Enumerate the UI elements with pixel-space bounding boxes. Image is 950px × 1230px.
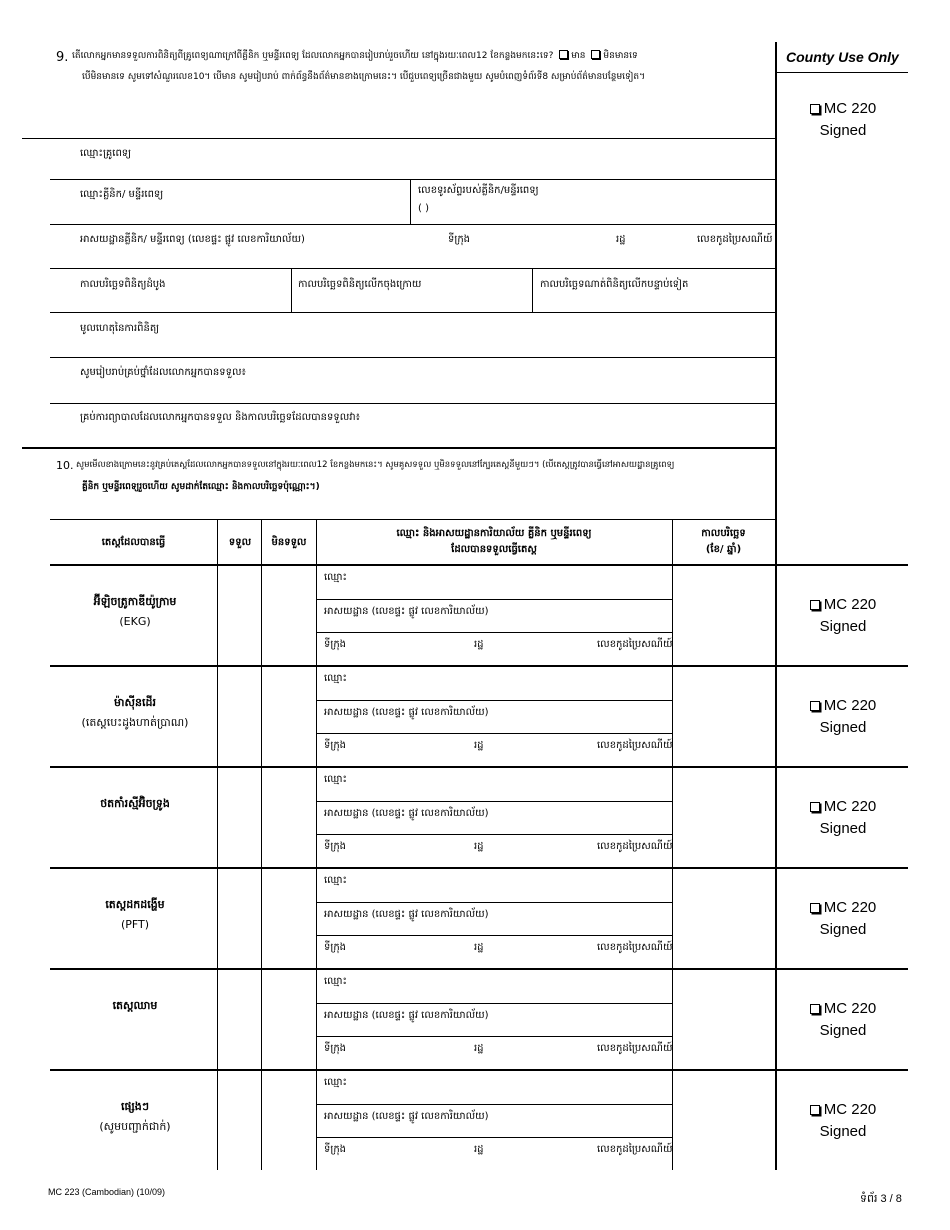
mc220-signed-label: Signed	[819, 820, 867, 837]
q9-line1: តើលោកអ្នកមានទទួលការពិនិត្យពីគ្រូពេទ្យណាក្រៅពីគ្លីនិក ឬមន្ទីរពេទ្យ ដែលលោកអ្នកបានរៀបរាប់រួចហើយ នៅក្នុងរយៈពេល12 ខែកន្លងមកនេះទេ?	[72, 51, 554, 61]
q9-yes-label: មាន	[571, 51, 586, 61]
clinic-city-label: ទីក្រុង	[448, 234, 471, 245]
name-rule	[316, 801, 672, 802]
test-facility-city-label: ទីក្រុង	[324, 639, 347, 650]
form-id: MC 223 (Cambodian) (10/09)	[48, 1187, 166, 1197]
county-header-rule	[776, 72, 908, 73]
test-facility-zip-label: លេខកូដប្រៃសណីយ៍	[597, 841, 673, 852]
q9-question	[72, 50, 638, 63]
test-name: តេស្តឈាម	[112, 999, 158, 1012]
test-facility-name-label: ឈ្មោះ	[324, 976, 347, 987]
test-name: តេស្តដកដង្ហើម	[105, 898, 165, 911]
q9-bottom-rule	[22, 447, 777, 449]
test-name: ផ្សេងៗ	[121, 1100, 149, 1113]
header-test: តេស្តដែលបានធ្វើ	[101, 537, 166, 548]
header-date-1: កាលបរិច្ឆេទ	[701, 528, 746, 539]
test-facility-zip-label: លេខកូដប្រៃសណីយ៍	[597, 1144, 673, 1155]
q9-rule-5	[50, 312, 775, 313]
test-facility-state-label: រដ្ឋ	[474, 1144, 484, 1155]
q9-rule-4	[50, 268, 775, 269]
mc220-label: MC 220	[823, 596, 877, 613]
test-facility-name-label: ឈ្មោះ	[324, 774, 347, 785]
received-cell[interactable]	[218, 565, 261, 664]
test-name: អ៊ីឡិចត្រូកាឌីយ៉ូក្រាម	[93, 595, 177, 608]
test-facility-state-label: រដ្ឋ	[474, 740, 484, 751]
mc220-checkbox[interactable]	[810, 600, 820, 610]
name-rule	[316, 599, 672, 600]
q9-vrule-visit-2	[532, 268, 533, 312]
test-facility-address-label: អាសយដ្ឋាន (លេខផ្ទះ ផ្លូវ លេខការិយាល័យ)	[324, 606, 489, 617]
test-sub: (PFT)	[120, 918, 150, 931]
row-divider	[50, 1069, 908, 1071]
name-rule	[316, 1104, 672, 1105]
q9-mc220-signed-label: Signed	[819, 122, 867, 139]
q10-line2: គ្លីនិក ឬមន្ទីរពេទ្យរួចហើយ សូមដាក់តែឈ្មោះ និងកាលបរិច្ឆេទប៉ុណ្ណោះ។)	[82, 482, 320, 492]
mc220-signed-label: Signed	[819, 618, 867, 635]
test-facility-city-label: ទីក្រុង	[324, 1043, 347, 1054]
mc220-label: MC 220	[823, 798, 877, 815]
mc220-checkbox[interactable]	[810, 802, 820, 812]
clinic-phone-label: លេខទូរស័ព្ទរបស់គ្លីនិក/មន្ទីរពេទ្យ	[418, 185, 539, 196]
doctor-name-label: ឈ្មោះគ្រូពេទ្យ	[80, 148, 132, 159]
test-facility-address-label: អាសយដ្ឋាន (លេខផ្ទះ ផ្លូវ លេខការិយាល័យ)	[324, 909, 489, 920]
clinic-name-label: ឈ្មោះគ្លីនិក/ មន្ទីរពេទ្យ	[80, 189, 164, 200]
received-cell[interactable]	[218, 666, 261, 765]
page-number: ទំព័រ 3 / 8	[860, 1193, 902, 1205]
mc220-label: MC 220	[823, 1000, 877, 1017]
test-facility-name-label: ឈ្មោះ	[324, 1077, 347, 1088]
address-rule	[316, 632, 672, 633]
row-divider	[50, 968, 908, 970]
row-divider	[50, 665, 908, 667]
test-name: ម៉ាស៊ីនដើរ	[114, 696, 156, 709]
address-rule	[316, 1036, 672, 1037]
treatments-all-label: គ្រប់ការព្យាបាលដែលលោកអ្នកបានទទួល និងកាលបរិច្ឆេទដែលបានទទួលវា៖	[80, 412, 360, 423]
q10-number: 10.	[56, 459, 74, 472]
mc220-label: MC 220	[823, 697, 877, 714]
address-rule	[316, 1137, 672, 1138]
q9-no-checkbox[interactable]	[591, 50, 600, 59]
q9-rule-3	[50, 224, 775, 225]
clinic-address-label: អាសយដ្ឋានគ្លីនិក/ មន្ទីរពេទ្យ (លេខផ្ទះ ផ្លូវ លេខការិយាល័យ)	[80, 234, 305, 245]
header-not-received: មិនទទួល	[271, 537, 307, 548]
test-facility-name-label: ឈ្មោះ	[324, 875, 347, 886]
test-facility-zip-label: លេខកូដប្រៃសណីយ៍	[597, 1043, 673, 1054]
not-received-cell[interactable]	[262, 767, 316, 866]
test-facility-state-label: រដ្ឋ	[474, 1043, 484, 1054]
q9-rule-6	[50, 357, 775, 358]
test-facility-address-label: អាសយដ្ឋាន (លេខផ្ទះ ផ្លូវ លេខការិយាល័យ)	[324, 808, 489, 819]
test-date-cell[interactable]	[673, 666, 775, 765]
q9-no-label: មិនមានទេ	[603, 51, 638, 61]
q9-mc220-label: MC 220	[823, 100, 877, 117]
mc220-signed	[778, 998, 908, 1042]
test-date-cell[interactable]	[673, 868, 775, 967]
test-facility-state-label: រដ្ឋ	[474, 841, 484, 852]
mc220-signed	[778, 695, 908, 739]
test-facility-address-label: អាសយដ្ឋាន (លេខផ្ទះ ផ្លូវ លេខការិយាល័យ)	[324, 707, 489, 718]
mc220-signed	[778, 897, 908, 941]
header-name-addr-2: ដែលបានទទួលធ្វើតេស្ត	[451, 544, 537, 555]
test-date-cell[interactable]	[673, 1070, 775, 1169]
address-rule	[316, 834, 672, 835]
received-cell[interactable]	[218, 1070, 261, 1169]
test-sub: (តេស្តបេះដូងហាត់ប្រាណ)	[81, 716, 189, 729]
clinic-phone-paren: ( )	[418, 203, 429, 214]
q9-mc220-signed	[778, 98, 908, 142]
mc220-signed	[778, 594, 908, 638]
test-facility-city-label: ទីក្រុង	[324, 841, 347, 852]
received-cell[interactable]	[218, 969, 261, 1068]
mc220-signed-label: Signed	[819, 1123, 867, 1140]
mc220-signed-label: Signed	[819, 719, 867, 736]
q9-number: 9.	[56, 50, 69, 65]
test-facility-state-label: រដ្ឋ	[474, 639, 484, 650]
col-rule-3	[316, 519, 317, 1170]
test-facility-city-label: ទីក្រុង	[324, 1144, 347, 1155]
q10-line1: សូមមើលខាងក្រោមនេះនូវគ្រប់តេស្តដែលលោកអ្នកបានទទួលនៅក្នុងរយៈពេល12 ខែកន្លងមកនេះ។ សូមគូសទទួល ឬមិនទទួលនៅក្បែរតេស្តនីមួយៗ។ (បើតេស្តត្រូវបានធ្វើនៅអាសយដ្ឋានគ្រូពេទ្យ	[76, 460, 675, 470]
test-date-cell[interactable]	[673, 969, 775, 1068]
q9-rule-7	[50, 403, 775, 404]
q9-rule-1	[22, 138, 775, 139]
not-received-cell[interactable]	[262, 565, 316, 664]
test-sub: (EKG)	[119, 615, 151, 628]
test-date-cell[interactable]	[673, 767, 775, 866]
test-facility-name-label: ឈ្មោះ	[324, 572, 347, 583]
mc220-label: MC 220	[823, 1101, 877, 1118]
not-received-cell[interactable]	[262, 666, 316, 765]
q9-yes-checkbox[interactable]	[559, 50, 568, 59]
not-received-cell[interactable]	[262, 1070, 316, 1169]
q9-mc220-checkbox[interactable]	[810, 104, 820, 114]
mc220-signed	[778, 796, 908, 840]
treatments-label: សូមរៀបរាប់គ្រប់ថ្នាំដែលលោកអ្នកបានទទួល៖	[80, 367, 246, 378]
test-facility-address-label: អាសយដ្ឋាន (លេខផ្ទះ ផ្លូវ លេខការិយាល័យ)	[324, 1111, 489, 1122]
table-top-rule	[50, 519, 775, 520]
address-rule	[316, 733, 672, 734]
test-name: ថតកាំរស្មីអ៊ិចទ្រូង	[100, 797, 170, 810]
header-received: ទទួល	[228, 537, 252, 548]
not-received-cell[interactable]	[262, 969, 316, 1068]
clinic-zip-label: លេខកូដប្រៃសណីយ៍	[697, 234, 773, 245]
name-rule	[316, 902, 672, 903]
mc220-signed	[778, 1099, 908, 1143]
test-sub: (សូមបញ្ជាក់ជាក់)	[99, 1120, 171, 1133]
mc220-checkbox[interactable]	[810, 1004, 820, 1014]
row-divider	[50, 766, 908, 768]
test-facility-city-label: ទីក្រុង	[324, 942, 347, 953]
q9-instruction: បើមិនមានទេ សូមទៅសំណួរលេខ10។ បើមាន សូមរៀបរាប់ ពាក់ព័ន្ធនឹងព័ត៌មានខាងក្រោមនេះ។ បើជួបពេទ្យច្រើនជាងមួយ សូមបំពេញទំព័រទី8 សម្រាប់ព័ត៌មានបន្ថែមទៀត។	[82, 72, 646, 82]
header-date-2: (ខែ/ ឆ្នាំ)	[705, 544, 742, 555]
table-header-rule	[50, 564, 908, 566]
name-rule	[316, 700, 672, 701]
test-facility-state-label: រដ្ឋ	[474, 942, 484, 953]
test-facility-address-label: អាសយដ្ឋាន (លេខផ្ទះ ផ្លូវ លេខការិយាល័យ)	[324, 1010, 489, 1021]
clinic-state-label: រដ្ឋ	[616, 234, 626, 245]
last-visit-label: កាលបរិច្ឆេទពិនិត្យលើកចុងក្រោយ	[298, 279, 422, 290]
not-received-cell[interactable]	[262, 868, 316, 967]
mc220-label: MC 220	[823, 899, 877, 916]
received-cell[interactable]	[218, 767, 261, 866]
name-rule	[316, 1003, 672, 1004]
test-facility-name-label: ឈ្មោះ	[324, 673, 347, 684]
mc220-checkbox[interactable]	[810, 1105, 820, 1115]
mc220-signed-label: Signed	[819, 921, 867, 938]
mc220-signed-label: Signed	[819, 1022, 867, 1039]
address-rule	[316, 935, 672, 936]
received-cell[interactable]	[218, 868, 261, 967]
mc220-checkbox[interactable]	[810, 701, 820, 711]
header-name-addr-1: ឈ្មោះ និងអាសយដ្ឋានការិយាល័យ គ្លីនិក ឬមន្ទីរពេទ្យ	[396, 528, 592, 539]
next-visit-label: កាលបរិច្ឆេទណាត់ពិនិត្យលើកបន្ទាប់ទៀត	[540, 279, 689, 290]
test-facility-zip-label: លេខកូដប្រៃសណីយ៍	[597, 740, 673, 751]
first-visit-label: កាលបរិច្ឆេទពិនិត្យដំបូង	[80, 279, 166, 290]
test-facility-zip-label: លេខកូដប្រៃសណីយ៍	[597, 639, 673, 650]
test-date-cell[interactable]	[673, 565, 775, 664]
q9-vrule-visit-1	[291, 268, 292, 312]
test-facility-zip-label: លេខកូដប្រៃសណីយ៍	[597, 942, 673, 953]
row-divider	[50, 867, 908, 869]
q9-vrule-phone	[410, 179, 411, 224]
visit-reason-label: មូលហេតុនៃការពិនិត្យ	[80, 323, 160, 334]
test-facility-city-label: ទីក្រុង	[324, 740, 347, 751]
mc220-checkbox[interactable]	[810, 903, 820, 913]
q9-rule-2	[50, 179, 775, 180]
county-column-border	[775, 42, 777, 1170]
county-use-only-title: County Use Only	[786, 49, 899, 65]
